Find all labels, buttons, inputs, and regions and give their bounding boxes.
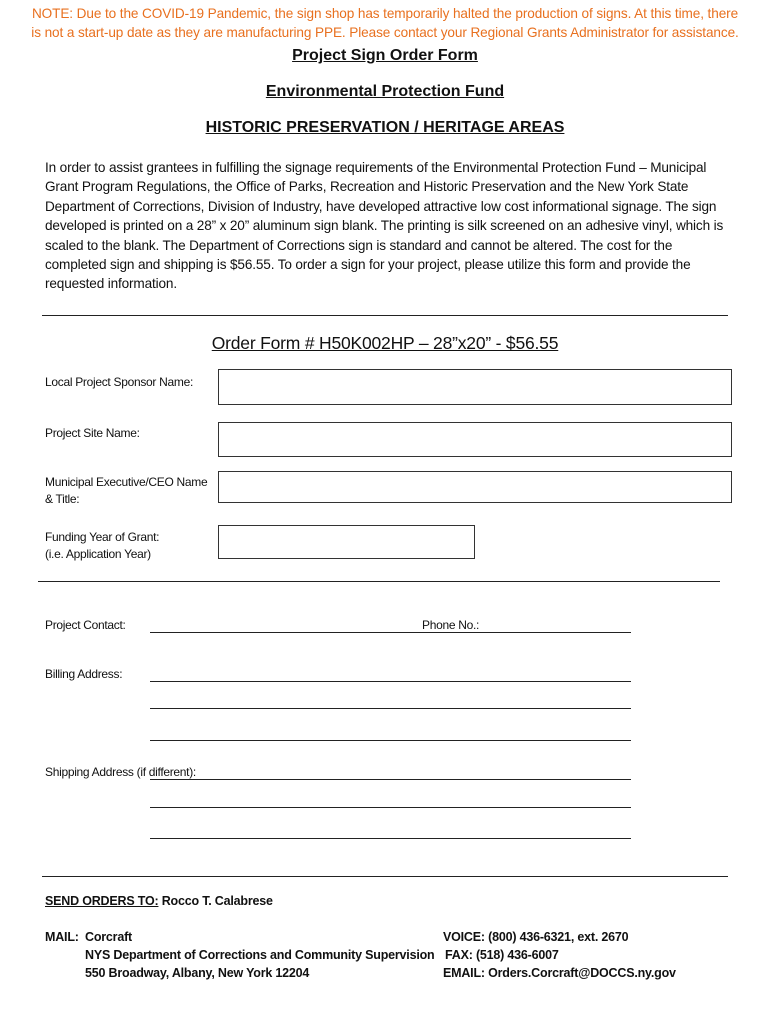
project-contact-label: Project Contact: (45, 618, 126, 632)
project-contact-line[interactable] (150, 632, 631, 633)
notice-line-1: NOTE: Due to the COVID-19 Pandemic, the sign shop has temporarily halted the production of signs. At this time, there (31, 6, 739, 21)
form-title: Project Sign Order Form (292, 47, 478, 64)
email-address[interactable]: EMAIL: Orders.Corcraft@DOCCS.ny.gov (443, 966, 676, 980)
billing-address-line-2[interactable] (150, 708, 631, 709)
funding-year-field[interactable] (218, 525, 475, 559)
shipping-address-line-2[interactable] (150, 807, 631, 808)
site-name-label: Project Site Name: (45, 426, 140, 440)
mail-line-1: Corcraft (85, 930, 133, 944)
executive-label-line-1: Municipal Executive/CEO Name (45, 475, 208, 489)
billing-address-label: Billing Address: (45, 667, 123, 681)
sponsor-name-label: Local Project Sponsor Name: (45, 375, 193, 389)
funding-label-line-1: Funding Year of Grant: (45, 530, 160, 544)
funding-year-label (45, 529, 159, 563)
sponsor-name-field[interactable] (218, 369, 732, 405)
executive-label-line-2: & Title: (45, 492, 80, 506)
executive-name-field[interactable] (218, 471, 732, 503)
site-name-field[interactable] (218, 422, 732, 457)
shipping-address-line-1[interactable] (150, 779, 631, 780)
divider-bottom (42, 876, 728, 877)
phone-label: Phone No.: (422, 618, 480, 632)
send-orders-label: SEND ORDERS TO: (45, 894, 159, 908)
mail-line-3: 550 Broadway, Albany, New York 12204 (85, 966, 310, 980)
billing-address-line-1[interactable] (150, 681, 631, 682)
divider-top (42, 315, 728, 316)
shipping-address-label: Shipping Address (if different): (45, 765, 196, 779)
shipping-address-line-3[interactable] (150, 838, 631, 839)
fax-number: FAX: (518) 436-6007 (445, 948, 559, 962)
covid-notice (0, 4, 770, 42)
program-title: Environmental Protection Fund (265, 83, 505, 100)
voice-number: VOICE: (800) 436-6321, ext. 2670 (443, 930, 629, 944)
divider-middle (38, 581, 720, 582)
order-form-title: Order Form # H50K002HP – 28”x20” - $56.55 (211, 333, 559, 353)
mail-line-2: NYS Department of Corrections and Community Supervision (85, 948, 435, 962)
send-orders (45, 892, 273, 910)
executive-label (45, 474, 207, 508)
notice-line-2: is not a start-up date as they are manufacturing PPE. Please contact your Regional Grants Administrator for assistance. (31, 25, 739, 40)
intro-paragraph: In order to assist grantees in fulfilling the signage requirements of the Environmental Protection Fund – Municipal Grant Program Regulations, the Office of Parks, Recreation and Historic Preservation and the New York State Department of Corrections, Division of Industry, have developed attractive low cost informational signage. The sign developed is printed on a 28” x 20” aluminum sign blank. The printing is silk screened on an adhesive vinyl, which is scaled to the blank. The Department of Corrections sign is standard and cannot be altered. The cost for the completed sign and shipping is $56.55. To order a sign for your project, please utilize this form and provide the requested information. (45, 160, 724, 292)
mail-label: MAIL: (45, 930, 79, 944)
category-title: HISTORIC PRESERVATION / HERITAGE AREAS (205, 119, 565, 136)
send-orders-name: Rocco T. Calabrese (161, 894, 273, 908)
billing-address-line-3[interactable] (150, 740, 631, 741)
mail-address (85, 928, 434, 982)
funding-label-line-2: (i.e. Application Year) (45, 547, 151, 561)
contact-details (443, 928, 676, 982)
